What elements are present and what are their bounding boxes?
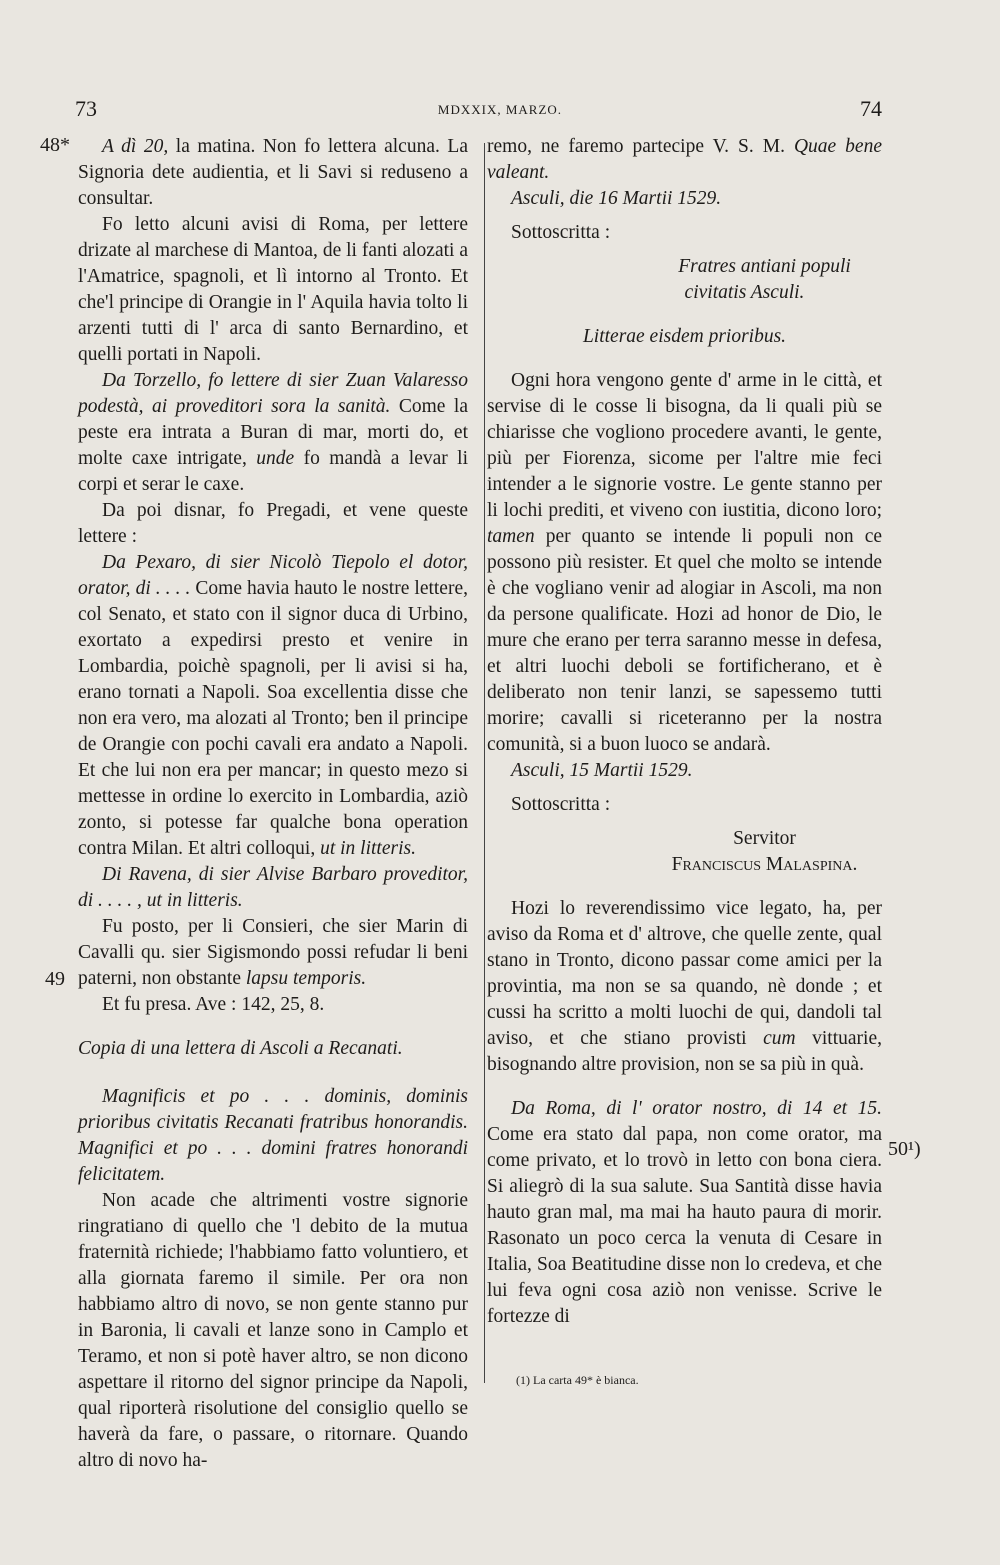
- salutation: [78, 1084, 468, 1188]
- text: Come la peste era intrata a Buran di mar, morti do, et molte caxe intrigate,: [78, 396, 468, 469]
- signatory-line: civitatis Asculi.: [684, 282, 805, 303]
- text: la matina. Non fo lettera alcuna. La Signoria dete audientia, et li Savi si reduseno a consultar.: [78, 136, 468, 209]
- signature-label: Sottoscritta :: [511, 222, 611, 243]
- dateline-text: Asculi, 15 Martii 1529.: [511, 760, 693, 781]
- margin-number-49: 49: [45, 968, 65, 990]
- footnote: (1) La carta 49* è bianca.: [516, 1373, 639, 1387]
- paragraph: [78, 368, 468, 498]
- right-column: [487, 134, 882, 1330]
- signatories: [487, 254, 882, 280]
- column-divider: [484, 143, 485, 1383]
- section-heading: [487, 324, 882, 350]
- text: Come havia hauto le nostre lettere, col Senato, et stato con il signor duca di Urbino, exortato a expedirsi presto et venire in Lombardia, poichè spagnoli, per li avisi si ha, erano tornati a Napoli. Soa excellentia disse che non era vero, ma alozati al Tronto; ben il principe de Orangie con pochi cavali era andato a Napoli. Et che lui non era per mancar; in questo mezo si mettesse in ordine lo exercito in Lombardia, aziò zonto, si potesse far qualche bona operation contra Milan. Et altri colloqui,: [78, 578, 468, 859]
- text-italic: Quae bene valeant.: [487, 136, 882, 183]
- paragraph: Et fu presa. Ave : 142, 25, 8.: [102, 994, 325, 1015]
- text: fo mandà a levar li corpi et serar le caxe.: [78, 448, 469, 495]
- paragraph: Non acade che altrimenti vostre signorie ringratiano di quello che 'l debito de la mutua fraternità richiede; l'habbiamo fatto voluntiero, et alla giornata faremo il simile. Per ora non habbiamo altro di novo, se non gente stanno pur in Baronia, li cavali et lanze sono in Camplo et Teramo, et non si potè haver altro, se non dicono aspettare il ritorno del signor principe da Napoli, qual riporterà risolutione del consiglio quello se haverà da fare, o passare, o ritornare. Quando altro di novo ha-: [78, 1190, 468, 1471]
- margin-number-48: 48*: [40, 134, 70, 156]
- text-italic: unde: [246, 448, 295, 469]
- signatory-line: Fratres antiani populi: [678, 256, 851, 277]
- text-italic: Da Torzello, fo lettere di sier Zuan Valaresso podestà, ai proveditori sora la sanità.: [78, 370, 468, 417]
- margin-number-50: 50¹): [888, 1138, 921, 1160]
- paragraph: [78, 134, 468, 212]
- paragraph: [487, 134, 882, 186]
- signatory-title: Servitor: [733, 828, 796, 849]
- signature-label: Sottoscritta :: [511, 794, 611, 815]
- text-italic: Da Pexaro, di sier Nicolò Tiepolo el dotor, orator, di . . . .: [78, 552, 468, 599]
- text: per quanto se intende li populi non ce possono più resister. Et quel che molto se intende è che vogliano venir ad alogiar in Ascoli, ma non da persone qualificate. Hozi ad honor de Dio, le mure che erano per terra saranno messe in defesa, et altri luochi deboli se fortificherano, et è deliberato non tenir lanzi, se sapessemo tutti morire; cavalli si riceteranno per la nostra comunità, si a buon luoco se andarà.: [487, 526, 882, 755]
- paragraph: Da poi disnar, fo Pregadi, et vene queste lettere :: [78, 500, 468, 547]
- text: vittuarie, bisognando altre provision, non se sa più in quà.: [487, 1028, 882, 1075]
- dateline: [487, 758, 882, 784]
- salutation-text: Magnificis et po . . . dominis, dominis prioribus civitatis Recanati fratribus honorandis. Magnifici et po . . . domini fratres honorandi felicitatem.: [78, 1086, 468, 1185]
- paragraph: [78, 862, 468, 914]
- dateline-text: Asculi, die 16 Martii 1529.: [511, 188, 722, 209]
- text-italic: ut in litteris.: [315, 838, 416, 859]
- heading-text: Litterae eisdem prioribus.: [582, 326, 787, 347]
- paragraph: [487, 896, 882, 1078]
- date-italic: A dì 20,: [102, 136, 169, 157]
- running-title: MDXXIX, MARZO.: [437, 102, 563, 117]
- page-number-right: 74: [860, 96, 882, 121]
- dateline: [487, 186, 882, 212]
- text: Fu posto, per li Consieri, che sier Marin di Cavalli qu. sier Sigismondo possi refudar li beni paterni, non obstante: [78, 916, 468, 989]
- text-italic: cum: [746, 1028, 796, 1049]
- text: Hozi lo reverendissimo vice legato, ha, per aviso da Roma et d' altrove, che quelle zente, qual stano in Tronto, dicono passar come amici per la provintia, ma non se sa quando, nè donde ; et cussi ha scritto a molti luochi de qui, dandoli tal aviso, et che stiano provisti: [487, 898, 882, 1049]
- paragraph: [78, 914, 468, 992]
- signatory-name: Franciscus Malaspina.: [671, 854, 858, 875]
- page-header: [0, 96, 1000, 126]
- left-column: [78, 134, 468, 1474]
- text-italic: lapsu temporis.: [241, 968, 367, 989]
- heading-text: Copia di una lettera di Ascoli a Recanati.: [78, 1038, 403, 1059]
- text: remo, ne faremo partecipe V. S. M.: [487, 136, 785, 157]
- text-italic: tamen: [487, 526, 535, 547]
- text-italic: Di Ravena, di sier Alvise Barbaro proveditor, di . . . . , ut in litteris.: [78, 864, 468, 911]
- text: Ogni hora vengono gente d' arme in le città, et servise di le cosse li bisogna, da li quali più se chiarisse che vogliono procedere avanti, le gente, più per Fiorenza, sicome per l'altre mie feci intender a le signorie vostre. Le gente stanno per li lochi prediti, et viveno con iustitia, dicono loro;: [487, 370, 882, 521]
- paragraph: Fo letto alcuni avisi di Roma, per lettere drizate al marchese di Mantoa, de li fanti alozati a l'Amatrice, spagnoli, et lì intorno al Tronto. Et che'l principe di Orangie in l' Aquila havia tolto li arzenti tutti di l' arca di santo Bernardino, et quelli portati in Napoli.: [78, 214, 468, 365]
- page-number-left: 73: [75, 96, 97, 121]
- paragraph: [487, 1096, 882, 1330]
- paragraph: [78, 550, 468, 862]
- text: Come era stato dal papa, non come orator, ma come privato, et lo trovò in letto con bona ciera. Si aliegrò di la sua salute. Sua Santità disse havia hauto gran mal, ma mai ha hauto paura di morir. Rasonato un poco cerca la venuta di Cesare in Italia, Soa Beatitudine disse non lo credeva, et che lui feva ogni cosa aziò non venisse. Scrive le fortezze di: [487, 1124, 882, 1327]
- paragraph: [487, 368, 882, 758]
- section-heading: [78, 1036, 468, 1062]
- signatories: [487, 280, 882, 306]
- text-italic: Da Roma, di l' orator nostro, di 14 et 15.: [511, 1098, 882, 1119]
